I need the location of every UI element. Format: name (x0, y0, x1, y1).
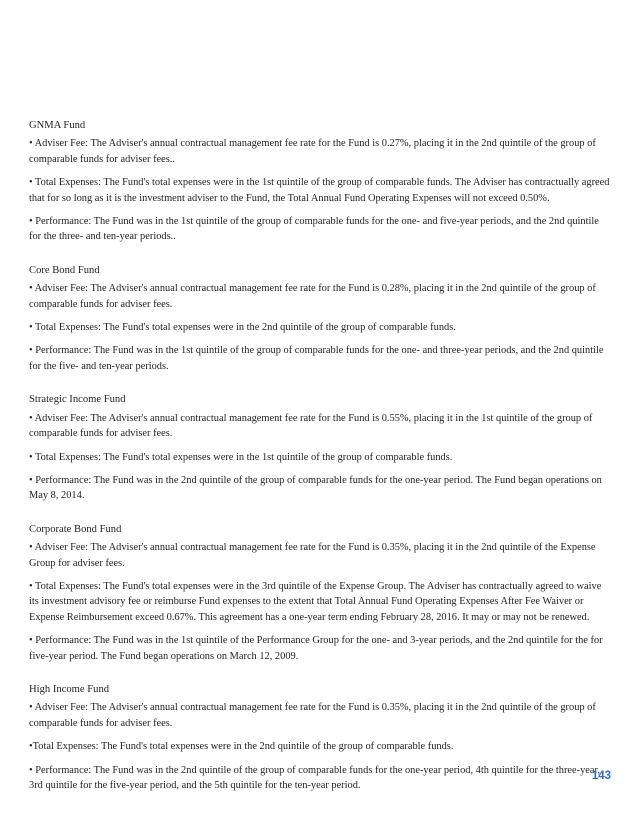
document-body (29, 118, 613, 811)
performance-paragraph: • Performance: The Fund was in the 1st quintile of the group of comparable funds for the one- and five-year periods, and the 2nd quintile for the three- and ten-year periods.. (29, 216, 599, 243)
fund-title: Corporate Bond Fund (29, 523, 122, 535)
adviser-fee-paragraph: • Adviser Fee: The Adviser's annual contractual management fee rate for the Fund is 0.35%, placing it in the 2nd quintile of the group of comparable funds for adviser fees. (29, 702, 596, 729)
fund-section-core-bond (29, 263, 613, 374)
fund-title: Core Bond Fund (29, 264, 100, 276)
performance-paragraph: • Performance: The Fund was in the 1st quintile of the Performance Group for the one- and 3-year periods, and the 2nd quintile for the for five-year period. The Fund began operations on March 12, 2009. (29, 635, 603, 662)
total-expenses-paragraph: • Total Expenses: The Fund's total expenses were in the 1st quintile of the group of comparable funds. (29, 451, 453, 463)
total-expenses-paragraph: •Total Expenses: The Fund's total expenses were in the 2nd quintile of the group of comparable funds. (29, 741, 454, 753)
performance-paragraph: • Performance: The Fund was in the 2nd quintile of the group of comparable funds for the one-year period, 4th quintile for the three-year, 3rd quintile for the five-year period, and the 5th quintile for the ten-year period. (29, 764, 601, 791)
performance-paragraph: • Performance: The Fund was in the 1st quintile of the group of comparable funds for the one- and three-year periods, and the 2nd quintile for the five- and ten-year periods. (29, 345, 604, 372)
performance-paragraph: • Performance: The Fund was in the 2nd quintile of the group of comparable funds for the one-year period. The Fund began operations on May 8, 2014. (29, 474, 602, 502)
fund-section-gnma (29, 118, 613, 245)
fund-section-high-income (29, 682, 613, 793)
adviser-fee-paragraph: • Adviser Fee: The Adviser's annual contractual management fee rate for the Fund is 0.28%, placing it in the 2nd quintile of the group of comparable funds for adviser fees. (29, 283, 596, 310)
fund-title: Strategic Income Fund (29, 394, 126, 406)
total-expenses-paragraph: • Total Expenses: The Fund's total expenses were in the 1st quintile of the group of comparable funds. The Adviser has contractually agreed that for so long as it is the investment adviser to the Fund, the Total Annual Fund Operating Expenses will not exceed 0.50%. (29, 177, 610, 204)
total-expenses-paragraph: • Total Expenses: The Fund's total expenses were in the 3rd quintile of the Expense Group. The Adviser has contractually agreed to waive its investment advisory fee or reimburse Fund expenses to the extent that Total Annual Fund Operating Expenses After Fee Waiver or Expense Reimbursement exceed 0.67%. This agreement has a one-year term ending February 28, 2016. It may or may not be renewed. (29, 580, 602, 623)
adviser-fee-paragraph: • Adviser Fee: The Adviser's annual contractual management fee rate for the Fund is 0.55%, placing it in the 1st quintile of the group of comparable funds for adviser fees. (29, 412, 593, 440)
fund-title: GNMA Fund (29, 120, 86, 131)
page-number: 143 (591, 770, 611, 782)
fund-section-corporate-bond (29, 522, 613, 664)
adviser-fee-paragraph: • Adviser Fee: The Adviser's annual contractual management fee rate for the Fund is 0.27%, placing it in the 2nd quintile of the group of comparable funds for adviser fees.. (29, 138, 596, 165)
fund-section-strategic-income (29, 392, 613, 503)
adviser-fee-paragraph: • Adviser Fee: The Adviser's annual contractual management fee rate for the Fund is 0.35%, placing it in the 2nd quintile of the Expense Group for adviser fees. (29, 542, 596, 569)
fund-title: High Income Fund (29, 683, 110, 695)
total-expenses-paragraph: • Total Expenses: The Fund's total expenses were in the 2nd quintile of the group of comparable funds. (29, 322, 456, 334)
